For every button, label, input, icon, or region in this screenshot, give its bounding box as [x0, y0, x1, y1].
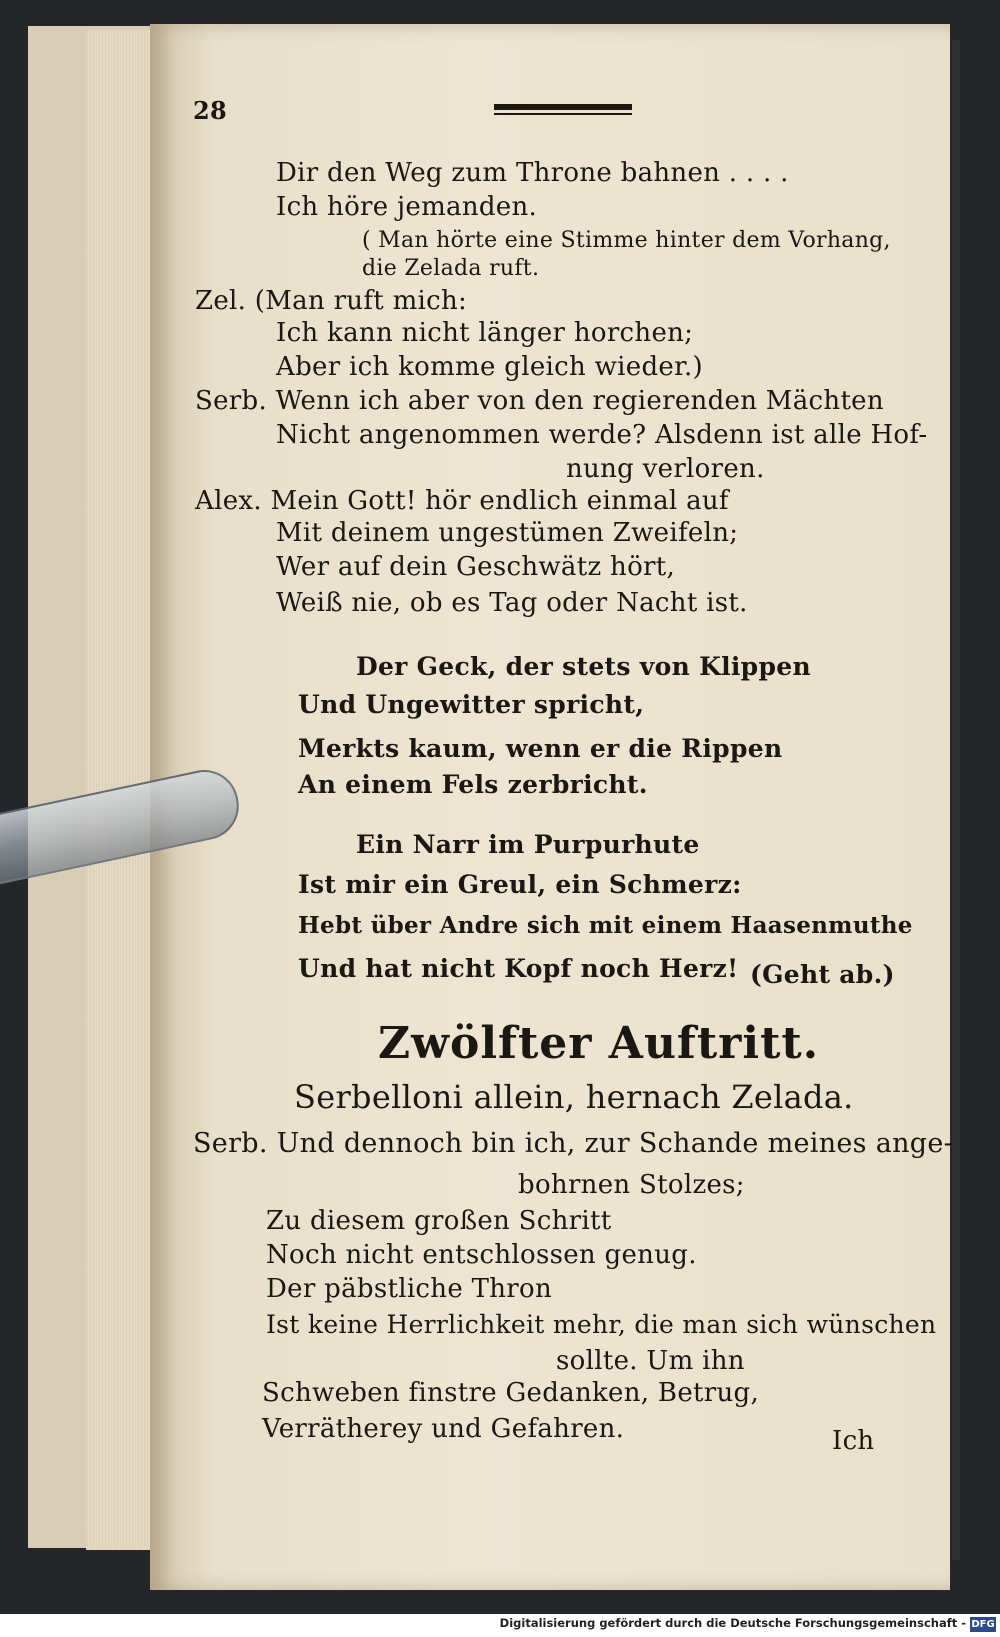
- speaker-line: Alex. Mein Gott! hör endlich einmal auf: [195, 486, 729, 516]
- exit-direction: (Geht ab.): [750, 960, 895, 989]
- footer-bar: [0, 1614, 1000, 1637]
- scene-subheading: Serbelloni allein, hernach Zelada.: [294, 1078, 854, 1116]
- text-line: Nicht angenommen werde? Alsdenn ist alle Hof-: [276, 420, 928, 450]
- catchword: Ich: [832, 1426, 875, 1456]
- text-line: Verrätherey und Gefahren.: [262, 1414, 625, 1444]
- verse-line: An einem Fels zerbricht.: [298, 770, 648, 799]
- text-line: Ich höre jemanden.: [276, 192, 538, 222]
- verse-line: Ein Narr im Purpurhute: [356, 830, 700, 859]
- verse-line: Merkts kaum, wenn er die Rippen: [298, 734, 783, 763]
- text-line: Mit deinem ungestümen Zweifeln;: [276, 518, 739, 548]
- text-line: Ist keine Herrlichkeit mehr, die man sich wünschen: [266, 1310, 937, 1339]
- dfg-logo-icon: DFG: [971, 1619, 995, 1630]
- verse-line: Hebt über Andre sich mit einem Haasenmuthe: [298, 912, 913, 939]
- verse-line: Ist mir ein Greul, ein Schmerz:: [298, 870, 742, 899]
- text-line: Ich kann nicht länger horchen;: [276, 318, 694, 348]
- text-line: bohrnen Stolzes;: [518, 1170, 745, 1200]
- footer-credit: Digitalisierung gefördert durch die Deutsche Forschungsgemeinschaft -: [499, 1616, 966, 1630]
- text-line: Schweben finstre Gedanken, Betrug,: [262, 1378, 760, 1408]
- stage-direction: ( Man hörte eine Stimme hinter dem Vorhang,: [362, 228, 891, 253]
- text-line: sollte. Um ihn: [556, 1346, 745, 1376]
- verse-line: Und hat nicht Kopf noch Herz!: [298, 954, 739, 983]
- text-line: Zu diesem großen Schritt: [266, 1206, 612, 1236]
- text-line: Noch nicht entschlossen genug.: [266, 1240, 697, 1270]
- text-line: Aber ich komme gleich wieder.): [276, 352, 703, 382]
- speaker-line: Serb. Wenn ich aber von den regierenden Mächten: [195, 386, 884, 416]
- scene-heading: Zwölfter Auftritt.: [378, 1018, 820, 1069]
- text-line: Der päbstliche Thron: [266, 1274, 553, 1304]
- text-line: Weiß nie, ob es Tag oder Nacht ist.: [276, 588, 748, 618]
- speaker-line: Serb. Und dennoch bin ich, zur Schande meines ange-: [193, 1128, 954, 1159]
- stage-direction: die Zelada ruft.: [362, 256, 540, 281]
- text-line: Dir den Weg zum Throne bahnen . . . .: [276, 158, 789, 188]
- text-line: Wer auf dein Geschwätz hört,: [276, 552, 676, 582]
- speaker-line: Zel. (Man ruft mich:: [195, 286, 468, 316]
- verse-line: Und Ungewitter spricht,: [298, 690, 645, 719]
- header-rule: [494, 104, 632, 116]
- text-line: nung verloren.: [566, 454, 765, 484]
- page-number: 28: [193, 96, 227, 125]
- verse-line: Der Geck, der stets von Klippen: [356, 652, 811, 681]
